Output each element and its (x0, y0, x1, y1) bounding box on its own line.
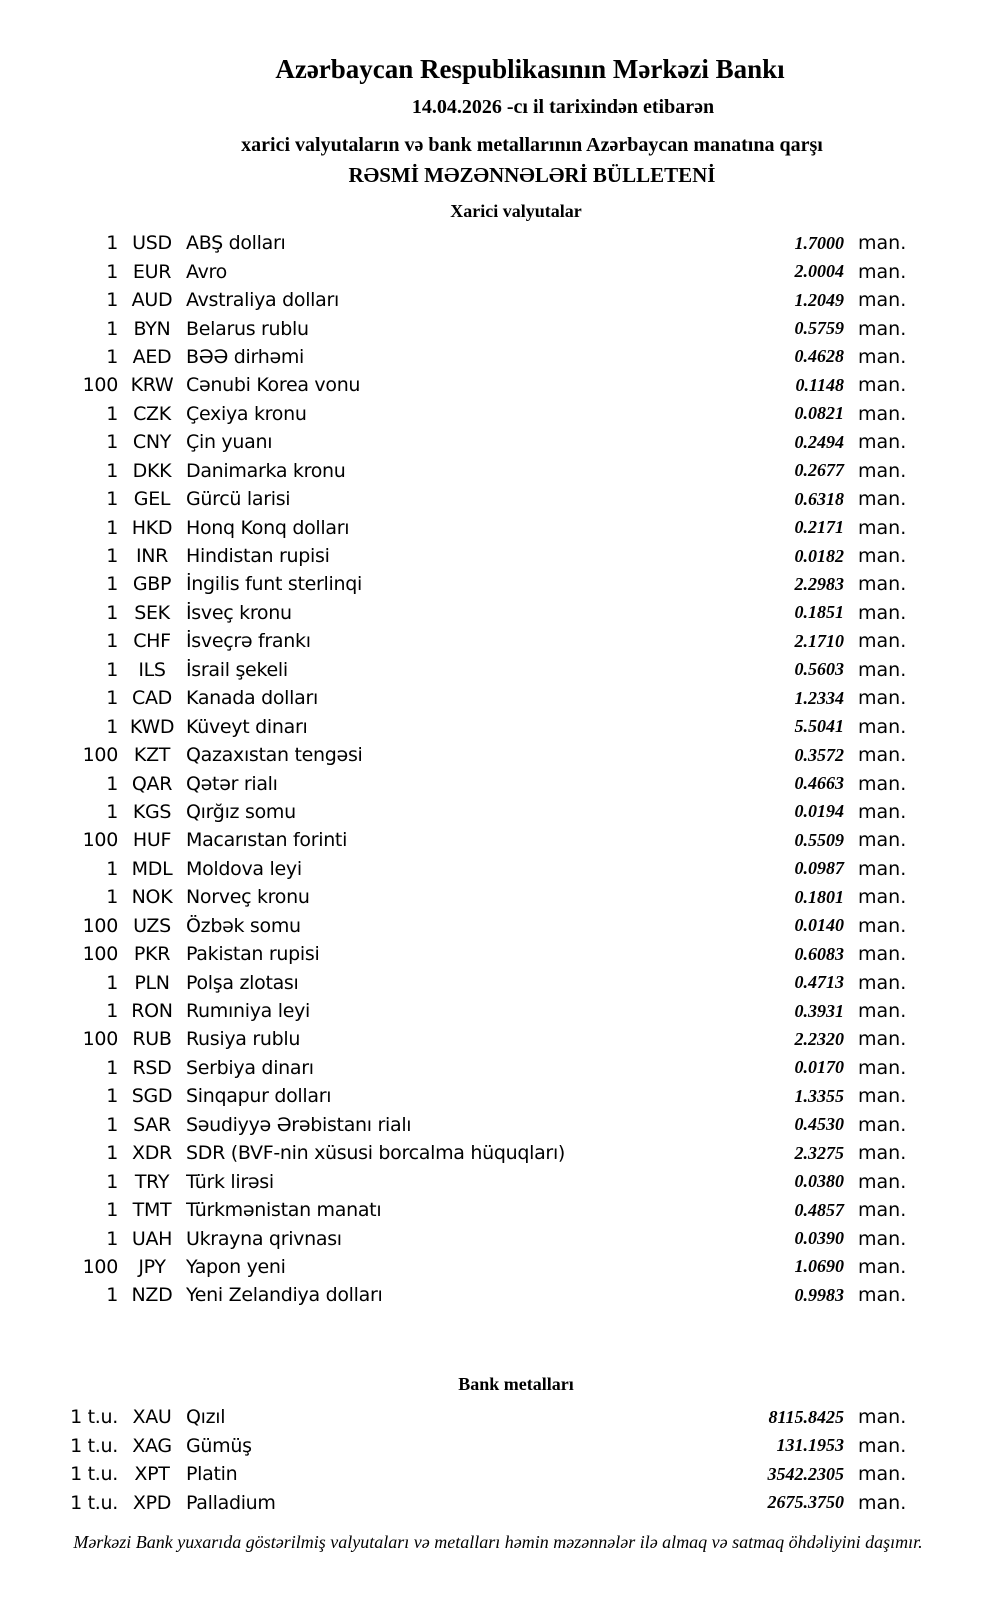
currency-row (0, 400, 906, 428)
currency-quantity: 1 (106, 431, 118, 454)
metal-unit: man. (858, 1491, 907, 1514)
metal-row (0, 1460, 906, 1489)
currency-unit: man. (858, 545, 907, 568)
currency-quantity: 1 (106, 630, 118, 653)
currency-rate: 0.5603 (794, 659, 844, 680)
metal-quantity: 1 t.u. (70, 1406, 118, 1429)
currency-name: Qətər rialı (186, 772, 278, 795)
currency-name: Sinqapur dolları (186, 1085, 332, 1108)
currency-code: CAD (132, 687, 172, 710)
currency-rate: 5.5041 (794, 716, 844, 737)
currency-name: Polşa zlotası (186, 971, 299, 994)
currency-quantity: 1 (106, 1142, 118, 1165)
currency-quantity: 1 (106, 886, 118, 909)
currency-code: ILS (138, 658, 166, 681)
metal-quantity: 1 t.u. (70, 1491, 118, 1514)
currency-quantity: 100 (82, 1255, 118, 1278)
currency-unit: man. (858, 232, 907, 255)
currency-code: SEK (134, 601, 170, 624)
currency-unit: man. (858, 601, 907, 624)
currency-name: Qazaxıstan tengəsi (186, 744, 363, 767)
currency-name: Çexiya kronu (186, 402, 307, 425)
currency-row (0, 286, 906, 314)
currency-quantity: 1 (106, 971, 118, 994)
currency-quantity: 1 (106, 658, 118, 681)
currency-row (0, 229, 906, 257)
currency-rate: 0.9983 (794, 1284, 844, 1305)
currency-name: Səudiyyə Ərəbistanı rialı (186, 1113, 412, 1136)
currency-unit: man. (858, 886, 907, 909)
currency-name: Honq Konq dolları (186, 516, 350, 539)
metal-code: XPD (132, 1491, 172, 1514)
currency-row (0, 712, 906, 740)
currency-code: AED (132, 345, 172, 368)
currency-row (0, 1253, 906, 1281)
currency-quantity: 1 (106, 715, 118, 738)
currency-quantity: 1 (106, 232, 118, 255)
currency-name: Avstraliya dolları (186, 289, 339, 312)
currency-row (0, 513, 906, 541)
currency-code: RUB (132, 1028, 172, 1051)
currency-name: İngilis funt sterlinqi (186, 573, 362, 596)
metal-rate: 2675.3750 (767, 1492, 844, 1513)
currency-code: NOK (131, 886, 173, 909)
currency-quantity: 1 (106, 857, 118, 880)
currency-code: HUF (132, 829, 172, 852)
currency-row (0, 314, 906, 342)
currency-quantity: 1 (106, 345, 118, 368)
currencies-table (0, 229, 906, 1310)
currency-row (0, 656, 906, 684)
currency-rate: 1.7000 (794, 232, 844, 253)
currency-row (0, 485, 906, 513)
currency-row (0, 1281, 906, 1309)
currency-rate: 0.0182 (794, 545, 844, 566)
currency-quantity: 1 (106, 687, 118, 710)
currency-name: Kanada dolları (186, 687, 318, 710)
currency-name: Qırğız somu (186, 800, 296, 823)
currency-code: TMT (132, 1199, 172, 1222)
currency-rate: 2.2983 (794, 573, 844, 594)
currency-code: JPY (138, 1255, 166, 1278)
currency-code: CZK (133, 402, 171, 425)
currency-unit: man. (858, 658, 907, 681)
currency-quantity: 1 (106, 289, 118, 312)
currency-unit: man. (858, 715, 907, 738)
currency-unit: man. (858, 1284, 907, 1307)
currency-unit: man. (858, 1255, 907, 1278)
metal-rate: 131.1953 (776, 1435, 844, 1456)
currency-row (0, 1054, 906, 1082)
currency-name: Macarıstan forinti (186, 829, 348, 852)
bulletin-title: RƏSMİ MƏZƏNNƏLƏRİ BÜLLETENİ (348, 163, 716, 187)
currency-unit: man. (858, 431, 907, 454)
currency-unit: man. (858, 260, 907, 283)
currency-rate: 0.4857 (794, 1199, 844, 1220)
currency-code: XDR (132, 1142, 172, 1165)
currency-rate: 0.4663 (794, 773, 844, 794)
currency-quantity: 1 (106, 1227, 118, 1250)
currency-quantity: 1 (106, 488, 118, 511)
currency-row (0, 257, 906, 285)
currency-unit: man. (858, 1142, 907, 1165)
currency-row (0, 741, 906, 769)
currency-name: Rumıniya leyi (186, 1000, 311, 1023)
currency-rate: 0.1801 (794, 886, 844, 907)
currency-code: UAH (131, 1227, 173, 1250)
currency-code: NZD (131, 1284, 173, 1307)
currency-name: Danimarka kronu (186, 459, 346, 482)
metal-rate: 3542.2305 (767, 1463, 844, 1484)
currency-rate: 0.0390 (794, 1228, 844, 1249)
currency-code: GBP (132, 573, 172, 596)
currency-name: Moldova leyi (186, 857, 302, 880)
currency-code: RON (131, 1000, 173, 1023)
currency-name: Rusiya rublu (186, 1028, 301, 1051)
currency-name: Çin yuanı (186, 431, 273, 454)
currency-name: Özbək somu (186, 914, 301, 937)
currency-row (0, 457, 906, 485)
currency-row (0, 912, 906, 940)
currency-quantity: 1 (106, 1000, 118, 1023)
currency-rate: 0.5759 (794, 318, 844, 339)
currency-quantity: 1 (106, 545, 118, 568)
metal-name: Qızıl (186, 1406, 226, 1429)
currency-quantity: 1 (106, 260, 118, 283)
currency-row (0, 1025, 906, 1053)
currency-name: Yeni Zelandiya dolları (186, 1284, 383, 1307)
currency-name: Yapon yeni (186, 1255, 286, 1278)
currency-code: KGS (132, 800, 172, 823)
currency-rate: 0.0140 (794, 915, 844, 936)
currency-quantity: 100 (82, 914, 118, 937)
currency-rate: 0.0170 (794, 1057, 844, 1078)
currency-unit: man. (858, 516, 907, 539)
currency-quantity: 1 (106, 1085, 118, 1108)
currency-code: QAR (131, 772, 173, 795)
metal-name: Gümüş (186, 1434, 252, 1457)
currency-name: Pakistan rupisi (186, 943, 320, 966)
currency-unit: man. (858, 829, 907, 852)
currency-code: HKD (131, 516, 173, 539)
currency-unit: man. (858, 772, 907, 795)
currency-name: İsveçrə frankı (186, 630, 311, 653)
metal-name: Platin (186, 1463, 238, 1486)
currency-rate: 0.0987 (794, 858, 844, 879)
currency-unit: man. (858, 800, 907, 823)
currency-code: SGD (131, 1085, 173, 1108)
currency-quantity: 100 (82, 943, 118, 966)
currency-unit: man. (858, 857, 907, 880)
currency-name: BƏƏ dirhəmi (186, 345, 305, 368)
currency-code: CHF (133, 630, 171, 653)
metal-row (0, 1403, 906, 1432)
currency-unit: man. (858, 1085, 907, 1108)
currency-row (0, 1224, 906, 1252)
effective-date: 14.04.2026 -cı il tarixindən etibarən (411, 96, 715, 118)
currency-row (0, 428, 906, 456)
currency-quantity: 1 (106, 800, 118, 823)
currency-unit: man. (858, 744, 907, 767)
currency-code: INR (135, 545, 169, 568)
currency-row (0, 684, 906, 712)
currency-rate: 2.3275 (794, 1142, 844, 1163)
currency-row (0, 1082, 906, 1110)
currency-rate: 0.0821 (794, 403, 844, 424)
currency-unit: man. (858, 459, 907, 482)
currency-row (0, 599, 906, 627)
currency-name: Avro (186, 260, 227, 283)
currency-row (0, 542, 906, 570)
metal-row (0, 1489, 906, 1518)
currency-row (0, 769, 906, 797)
currency-rate: 0.4713 (794, 972, 844, 993)
currency-rate: 0.5509 (794, 829, 844, 850)
currency-row (0, 940, 906, 968)
currency-unit: man. (858, 687, 907, 710)
currency-unit: man. (858, 1000, 907, 1023)
metals-section-heading: Bank metalları (458, 1374, 574, 1394)
currency-rate: 0.1148 (795, 374, 844, 395)
currency-row (0, 1139, 906, 1167)
currency-quantity: 1 (106, 317, 118, 340)
currency-rate: 0.2494 (794, 431, 844, 452)
currency-quantity: 1 (106, 402, 118, 425)
currency-name: Gürcü larisi (186, 488, 291, 511)
currency-name: Norveç kronu (186, 886, 310, 909)
currency-unit: man. (858, 345, 907, 368)
currency-quantity: 1 (106, 1056, 118, 1079)
metal-unit: man. (858, 1463, 907, 1486)
currency-code: EUR (132, 260, 172, 283)
currency-row (0, 627, 906, 655)
currency-unit: man. (858, 402, 907, 425)
currency-unit: man. (858, 943, 907, 966)
metal-code: XAU (132, 1406, 172, 1429)
currency-quantity: 1 (106, 516, 118, 539)
currency-name: Ukrayna qrivnası (186, 1227, 342, 1250)
currency-code: SAR (133, 1113, 171, 1136)
currency-quantity: 1 (106, 772, 118, 795)
currency-code: PKR (133, 943, 171, 966)
currency-row (0, 968, 906, 996)
currency-rate: 1.2334 (794, 687, 844, 708)
metal-unit: man. (858, 1406, 907, 1429)
currency-code: UZS (133, 914, 171, 937)
currency-rate: 0.2171 (794, 517, 844, 538)
currency-code: CNY (132, 431, 172, 454)
footer-note: Mərkəzi Bank yuxarıda göstərilmiş valyutaları və metalları həmin məzənnələr ilə almaq və satmaq öhdəliyini daşımır. (73, 1532, 923, 1552)
currency-rate: 0.0194 (794, 801, 844, 822)
currency-unit: man. (858, 317, 907, 340)
currency-rate: 0.2677 (794, 460, 844, 481)
currency-code: GEL (133, 488, 171, 511)
currency-rate: 0.3931 (794, 1000, 844, 1021)
currency-name: Cənubi Korea vonu (186, 374, 361, 397)
currency-quantity: 100 (82, 1028, 118, 1051)
currency-code: AUD (131, 289, 173, 312)
currency-rate: 1.2049 (794, 289, 844, 310)
currency-rate: 1.3355 (794, 1085, 844, 1106)
currency-quantity: 1 (106, 573, 118, 596)
metal-quantity: 1 t.u. (70, 1434, 118, 1457)
bulletin-subtitle: xarici valyutaların və bank metallarının Azərbaycan manatına qarşı (241, 134, 823, 156)
currency-rate: 0.6083 (794, 943, 844, 964)
currency-name: Küveyt dinarı (186, 715, 308, 738)
currency-rate: 2.0004 (794, 261, 844, 282)
currency-unit: man. (858, 488, 907, 511)
currency-quantity: 1 (106, 1284, 118, 1307)
currency-quantity: 100 (82, 744, 118, 767)
currency-name: Belarus rublu (186, 317, 309, 340)
currency-unit: man. (858, 1028, 907, 1051)
currency-rate: 0.4628 (794, 346, 844, 367)
currency-row (0, 826, 906, 854)
metal-code: XPT (134, 1463, 170, 1486)
currency-unit: man. (858, 1170, 907, 1193)
currency-name: Türk lirəsi (186, 1170, 274, 1193)
currency-unit: man. (858, 289, 907, 312)
currency-code: RSD (132, 1056, 172, 1079)
currency-name: Serbiya dinarı (186, 1056, 314, 1079)
currency-rate: 0.1851 (794, 602, 844, 623)
currency-quantity: 100 (82, 829, 118, 852)
currency-name: ABŞ dolları (186, 232, 286, 255)
currency-unit: man. (858, 971, 907, 994)
currency-row (0, 883, 906, 911)
currencies-section-heading: Xarici valyutalar (450, 201, 582, 221)
currency-row (0, 798, 906, 826)
currency-quantity: 1 (106, 459, 118, 482)
currency-rate: 0.4530 (794, 1114, 844, 1135)
metal-name: Palladium (186, 1491, 276, 1514)
metal-code: XAG (132, 1434, 172, 1457)
currency-rate: 1.0690 (794, 1256, 844, 1277)
currency-code: TRY (134, 1170, 170, 1193)
metal-rate: 8115.8425 (768, 1406, 844, 1427)
currency-code: DKK (132, 459, 172, 482)
currency-row (0, 371, 906, 399)
currency-name: SDR (BVF-nin xüsusi borcalma hüquqları) (186, 1142, 566, 1165)
currency-code: PLN (134, 971, 170, 994)
currency-unit: man. (858, 1227, 907, 1250)
currency-name: Hindistan rupisi (186, 545, 330, 568)
currency-quantity: 1 (106, 601, 118, 624)
currency-name: Türkmənistan manatı (186, 1199, 382, 1222)
currency-row (0, 1167, 906, 1195)
currency-unit: man. (858, 1199, 907, 1222)
currency-code: MDL (131, 857, 173, 880)
currency-row (0, 1111, 906, 1139)
metal-unit: man. (858, 1434, 907, 1457)
currency-rate: 0.3572 (794, 744, 844, 765)
bank-title: Azərbaycan Respublikasının Mərkəzi Bankı (275, 54, 785, 84)
currency-row (0, 570, 906, 598)
currency-unit: man. (858, 630, 907, 653)
currency-unit: man. (858, 374, 907, 397)
currency-unit: man. (858, 1056, 907, 1079)
currency-unit: man. (858, 573, 907, 596)
currency-quantity: 1 (106, 1170, 118, 1193)
currency-rate: 2.2320 (794, 1028, 844, 1049)
currency-name: İsrail şekeli (186, 658, 288, 681)
currency-row (0, 1196, 906, 1224)
currency-code: KZT (133, 744, 171, 767)
currency-code: BYN (133, 317, 171, 340)
metals-table (0, 1403, 906, 1517)
currency-code: KWD (129, 715, 175, 738)
currency-row (0, 343, 906, 371)
currency-unit: man. (858, 1113, 907, 1136)
currency-row (0, 855, 906, 883)
currency-rate: 0.6318 (794, 488, 844, 509)
currency-row (0, 997, 906, 1025)
metal-quantity: 1 t.u. (70, 1463, 118, 1486)
currency-quantity: 1 (106, 1113, 118, 1136)
currency-code: KRW (130, 374, 174, 397)
currency-quantity: 100 (82, 374, 118, 397)
currency-unit: man. (858, 914, 907, 937)
currency-rate: 0.0380 (794, 1171, 844, 1192)
currency-rate: 2.1710 (794, 630, 844, 651)
metal-row (0, 1432, 906, 1461)
currency-code: USD (132, 232, 172, 255)
currency-quantity: 1 (106, 1199, 118, 1222)
currency-name: İsveç kronu (186, 601, 292, 624)
